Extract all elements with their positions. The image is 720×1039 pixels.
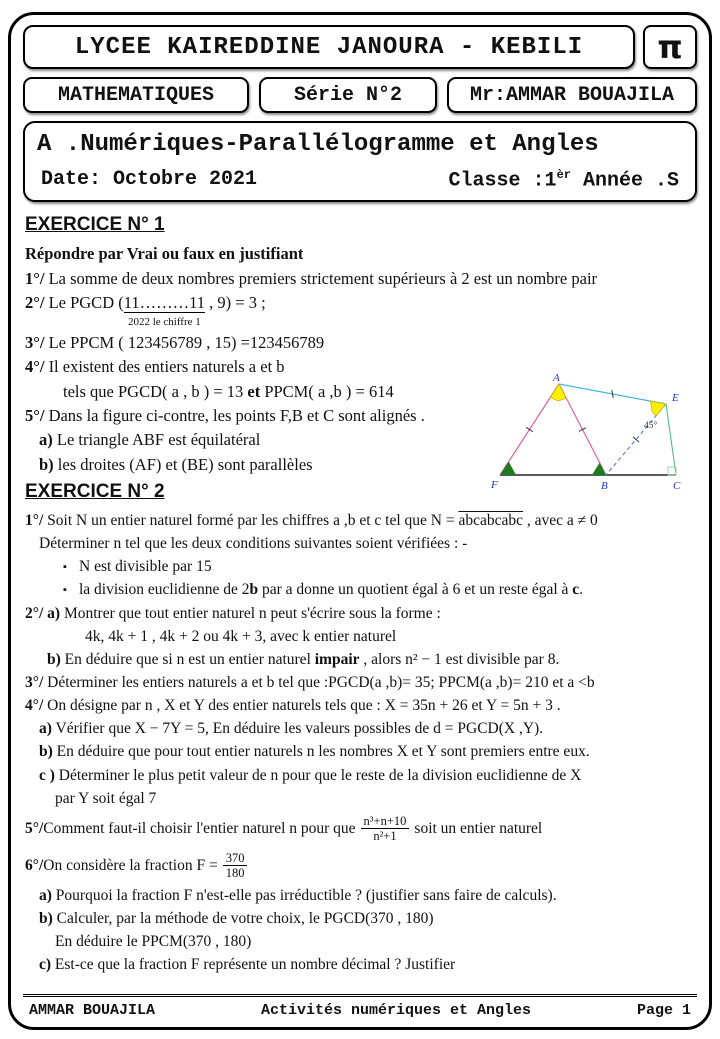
header-row-info [23,77,697,113]
ex2-question-4c [25,766,693,786]
bullet-icon: ▪ [63,584,67,597]
q-text: Calculer, par la méthode de votre choix, le PGCD(370 , 180) [52,909,434,927]
q-num: 3°/ [25,332,45,352]
q-num: b) [39,454,54,474]
ex2-question-4a [25,719,693,739]
point-label-e: E [672,391,679,404]
q-text: les droites (AF) et (BE) sont parallèles [53,454,313,474]
date-class-row [37,168,683,193]
ex2-question-1 [25,511,693,531]
class-superscript: èr [556,168,571,182]
point-label-a: A [553,371,560,384]
fraction-numerator: 370 [223,851,248,866]
angle-45-label: 45° [644,420,658,431]
q-text: Déterminer les entiers naturels a et b tel que :PGCD(a ,b)= 35; PPCM(a ,b)= 210 et a <b [43,673,595,691]
ex2-question-6a [25,886,693,906]
q-text: Pourquoi la fraction F n'est-elle pas irréductible ? (justifier sans faire de calculs). [51,886,557,904]
q-text: par a donne un quotient égal à 6 et un reste égal à [258,581,573,599]
subject-label: MATHEMATIQUES [57,83,215,107]
ex2-question-6 [25,849,693,883]
pi-logo-box [643,25,697,69]
series-label: Série N°2 [293,83,403,107]
angle-mark-e [650,401,666,416]
q-text: Soit N un entier naturel formé par les chiffres a ,b et c tel que N = [43,511,459,529]
q-num: b) [39,743,53,761]
q-num: b) [47,650,61,668]
fraction-denominator: 180 [225,866,245,881]
q-num: a) [47,604,61,622]
ex2-question-5 [25,812,693,846]
q-num: 2°/ [25,604,44,622]
q-num: 3°/ [25,673,44,691]
exercise-1-intro: Répondre par Vrai ou faux en justifiant [25,244,304,264]
point-label-b: B [601,479,608,492]
q-text: On désigne par n , X et Y des entier naturels tels que : X = 35n + 26 et Y = 5n + 3 . [43,697,561,715]
class-label: Classe $:1^{èr}$ Année .S [448,168,679,193]
q-text: En déduire que pour tout entier naturels n les nombres X et Y sont premiers entre eux. [52,743,590,761]
header-row-school [23,25,697,69]
title-box [23,121,697,202]
series-box [259,77,437,113]
angle-mark-f [500,461,516,474]
q-text: N est divisible par 15 [79,558,212,576]
fraction-numerator: n³+n+10 [361,814,410,829]
fraction [361,814,410,844]
date-label: Date: Octobre 2021 [41,168,258,191]
document-title: A .Numériques-Parallélogramme et Angles [37,131,599,158]
q-text: . [579,581,584,599]
q-num: a) [39,720,52,738]
q-text: tels que PGCD( a , b ) = 13 [63,381,248,401]
fraction [223,851,248,881]
repeated-digits: 11………11 [123,293,206,313]
q-text: Le PPCM ( 123456789 , 15) =123456789 [44,332,325,352]
worksheet-page [8,12,712,1030]
exercise-1-heading: EXERCICE N° 1 [25,213,165,235]
q-bold: et [247,381,261,401]
worksheet-content [23,202,697,994]
brace-label: 2022 le chiffre 1 [127,315,201,328]
q-num: 1°/ [25,268,45,288]
q-text: Le PGCD ( [44,293,124,313]
q-text: Il existent des entiers naturels a et b [44,357,285,377]
q-text: , alors n² − 1 est divisible par 8. [359,650,560,668]
point-label-c: C [673,479,681,492]
footer-title: Activités numériques et Angles [260,1002,532,1019]
ex1-question-3 [25,332,693,353]
school-name-box [23,25,635,69]
school-name: LYCEE KAIREDDINE JANOURA - KEBILI [74,33,584,61]
ex2-question-4 [25,696,693,716]
ex2-question-2b [25,650,693,670]
q-text: Montrer que tout entier naturel n peut s'écrire sous la forme : [60,604,441,622]
ex2-question-4b [25,742,693,762]
ex2-question-2a-cont: 4k, 4k + 1 , 4k + 2 ou 4k + 3, avec k entier naturel [85,627,397,645]
ex2-question-3 [25,673,693,693]
exercise-2 [25,480,693,975]
q-text: La somme de deux nombres premiers strictement supérieurs à 2 est un nombre pair [44,268,598,288]
point-label-f: F [491,478,498,491]
teacher-label: Mr:AMMAR BOUAJILA [469,83,675,107]
ex1-question-2 [25,292,693,328]
ex2-question-6b-cont: En déduire le PPCM(370 , 180) [55,933,252,951]
ex2-question-4c-cont: par Y soit égal 7 [55,789,157,807]
q-text: On considère la fraction F = [43,856,218,874]
q-num: 5°/ [25,405,45,425]
q-num: a) [39,430,53,450]
q-text: la division euclidienne de 2 [79,581,250,599]
geometry-figure [484,370,689,498]
q-text: Le triangle ABF est équilatéral [52,430,261,450]
q-num: c) [39,956,52,974]
q-bold: c [572,581,580,599]
pi-icon: π [657,28,683,66]
q-num: 1°/ [25,511,44,529]
q-text: Vérifier que X − 7Y = 5, En déduire les valeurs possibles de d = PGCD(X ,Y). [51,720,544,738]
page-footer [23,994,697,1019]
q-text: Est-ce que la fraction F représente un nombre décimal ? Justifier [51,956,456,974]
ex2-bullet-2 [25,580,693,600]
q-bold: impair [314,650,360,668]
q-num: 4°/ [25,357,45,377]
ex2-bullet-1 [25,557,693,577]
q-num: c ) [39,766,55,784]
footer-page-number: Page 1 [636,1002,691,1019]
q-num: 2°/ [25,293,45,313]
ex2-question-2a [25,604,693,624]
q-text: , 9) = 3 ; [205,293,266,313]
ex2-question-1-cont: Déterminer n tel que les deux conditions suivantes soient vérifiées : - [39,535,468,553]
footer-author: AMMAR BOUAJILA [29,1002,156,1019]
q-bold: b [249,581,259,599]
q-text: Déterminer le plus petit valeur de n pour que le reste de la division euclidienne de X [54,766,582,784]
fraction-denominator: n²+1 [373,829,397,844]
subject-box [23,77,249,113]
ex2-question-6b [25,909,693,929]
q-num: b) [39,909,53,927]
angle-mark-b [592,462,606,474]
braced-number [123,292,206,328]
q-text: PPCM( a ,b ) = 614 [260,381,394,401]
teacher-box [447,77,697,113]
q-text: Dans la figure ci-contre, les points F,B et C sont alignés . [44,405,425,425]
ex1-question-1 [25,268,693,289]
exercise-2-heading: EXERCICE N° 2 [25,481,165,503]
q-text: En déduire que si n est un entier naturel [60,650,315,668]
q-text: Comment faut-il choisir l'entier naturel n pour que [43,819,356,837]
overlined-number: abcabcabc [458,511,523,529]
q-num: 4°/ [25,697,44,715]
q-num: 5°/ [25,819,44,837]
q-text: , avec a ≠ 0 [523,511,598,529]
q-text: soit un entier naturel [414,819,543,837]
q-num: a) [39,886,52,904]
ex2-question-6c [25,955,693,975]
bullet-icon: ▪ [63,561,67,574]
q-num: 6°/ [25,856,44,874]
